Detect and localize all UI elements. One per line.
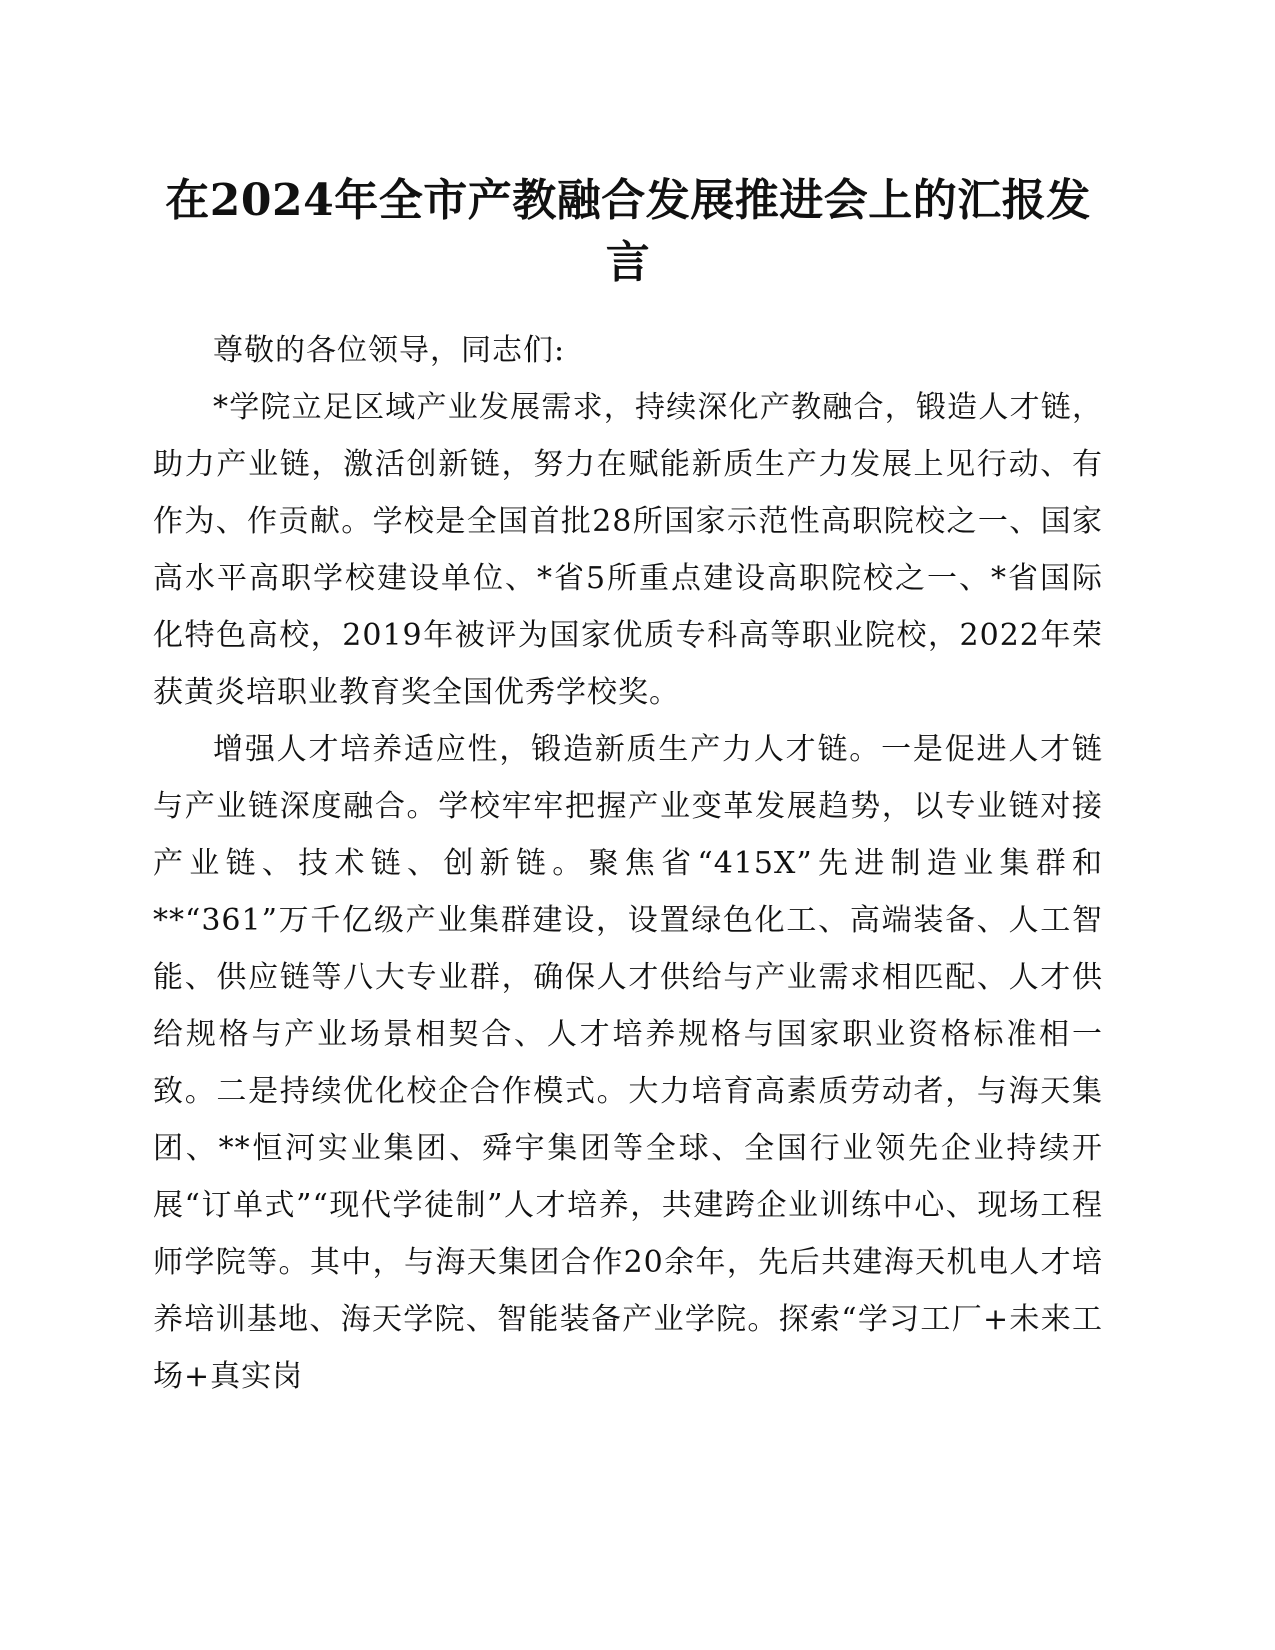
- talent-chain-paragraph: 增强人才培养适应性，锻造新质生产力人才链。一是促进人才链与产业链深度融合。学校牢牢把握产业变革发展趋势，以专业链对接产业链、技术链、创新链。聚焦省“415X”先进制造业集群和**“361”万千亿级产业集群建设，设置绿色化工、高端装备、人工智能、供应链等八大专业群，确保人才供给与产业需求相匹配、人才供给规格与产业场景相契合、人才培养规格与国家职业资格标准相一致。二是持续优化校企合作模式。大力培育高素质劳动者，与海天集团、**恒河实业集团、舜宇集团等全球、全国行业领先企业持续开展“订单式”“现代学徒制”人才培养，共建跨企业训练中心、现场工程师学院等。其中，与海天集团合作20余年，先后共建海天机电人才培养培训基地、海天学院、智能装备产业学院。探索“学习工厂+未来工场+真实岗: [153, 732, 1103, 1394]
- document-title: 在2024年全市产教融合发展推进会上的汇报发言: [165, 175, 1091, 288]
- school-intro-paragraph: *学院立足区域产业发展需求，持续深化产教融合，锻造人才链，助力产业链，激活创新链，努力在赋能新质生产力发展上见行动、有作为、作贡献。学校是全国首批28所国家示范性高职院校之一、国家高水平高职学校建设单位、*省5所重点建设高职院校之一、*省国际化特色高校，2019年被评为国家优质专科高等职业院校，2022年荣获黄炎培职业教育奖全国优秀学校奖。: [153, 390, 1103, 710]
- document-body: [153, 322, 1103, 1405]
- salutation-paragraph: 尊敬的各位领导，同志们:: [213, 333, 566, 368]
- document-page: [153, 170, 1103, 1405]
